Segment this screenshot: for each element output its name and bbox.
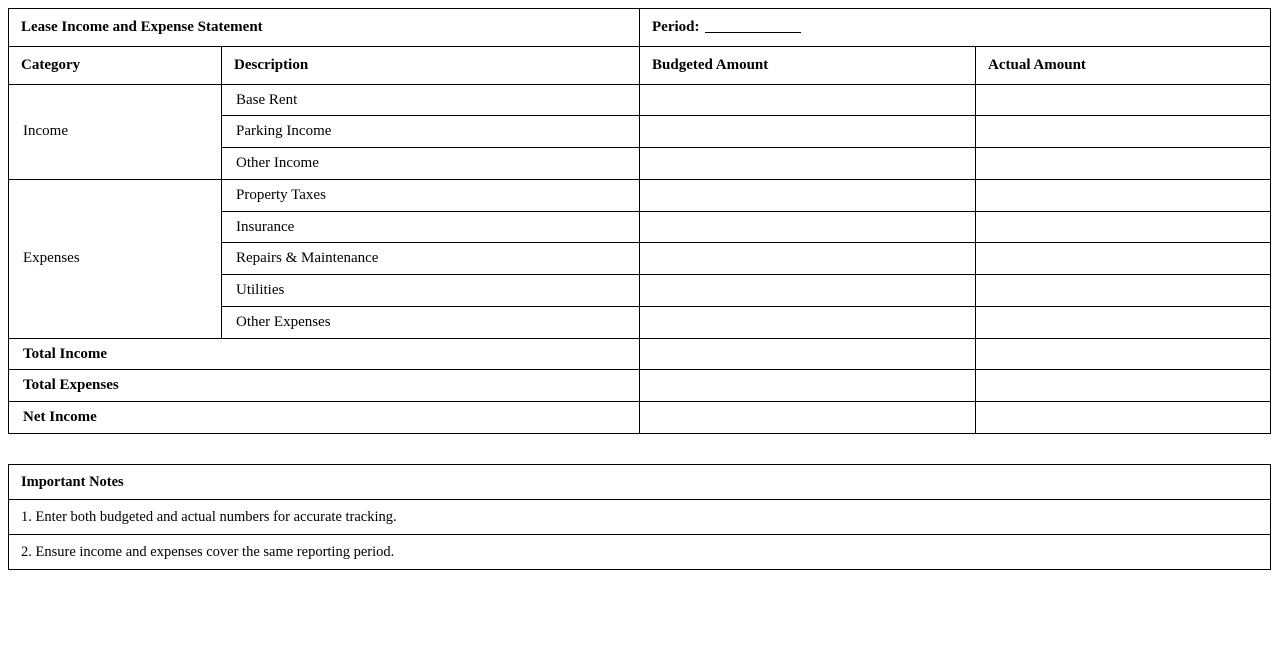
note-item-2: 2. Ensure income and expenses cover the same reporting period. <box>9 535 1271 570</box>
category-label-expenses: Expenses <box>9 179 222 338</box>
net-income-row <box>9 402 1271 434</box>
budgeted-amount-cell[interactable] <box>640 148 976 180</box>
total-income-actual[interactable] <box>976 338 1271 370</box>
total-expenses-label: Total Expenses <box>9 370 640 402</box>
statement-title: Lease Income and Expense Statement <box>9 9 640 47</box>
column-header-budgeted: Budgeted Amount <box>640 46 976 84</box>
lease-statement-table <box>8 8 1271 434</box>
actual-amount-cell[interactable] <box>976 148 1271 180</box>
notes-title: Important Notes <box>9 464 1271 499</box>
note-item-1: 1. Enter both budgeted and actual numbers for accurate tracking. <box>9 499 1271 534</box>
budgeted-amount-cell[interactable] <box>640 211 976 243</box>
column-header-actual: Actual Amount <box>976 46 1271 84</box>
description-cell: Other Income <box>222 148 640 180</box>
list-item <box>9 499 1271 534</box>
total-expenses-row <box>9 370 1271 402</box>
description-cell: Repairs & Maintenance <box>222 243 640 275</box>
column-header-category: Category <box>9 46 222 84</box>
statement-title-row <box>9 9 1271 47</box>
budgeted-amount-cell[interactable] <box>640 84 976 116</box>
net-income-label: Net Income <box>9 402 640 434</box>
budgeted-amount-cell[interactable] <box>640 116 976 148</box>
total-expenses-budgeted[interactable] <box>640 370 976 402</box>
table-row <box>9 84 1271 116</box>
total-income-budgeted[interactable] <box>640 338 976 370</box>
list-item <box>9 535 1271 570</box>
total-income-label: Total Income <box>9 338 640 370</box>
description-cell: Property Taxes <box>222 179 640 211</box>
period-field <box>640 9 1271 47</box>
actual-amount-cell[interactable] <box>976 84 1271 116</box>
budgeted-amount-cell[interactable] <box>640 275 976 307</box>
budgeted-amount-cell[interactable] <box>640 306 976 338</box>
description-cell: Insurance <box>222 211 640 243</box>
actual-amount-cell[interactable] <box>976 275 1271 307</box>
actual-amount-cell[interactable] <box>976 306 1271 338</box>
budgeted-amount-cell[interactable] <box>640 243 976 275</box>
table-row <box>9 179 1271 211</box>
actual-amount-cell[interactable] <box>976 116 1271 148</box>
period-input[interactable] <box>705 32 801 33</box>
category-label-income: Income <box>9 84 222 179</box>
actual-amount-cell[interactable] <box>976 179 1271 211</box>
column-header-row <box>9 46 1271 84</box>
column-header-description: Description <box>222 46 640 84</box>
period-label: Period: <box>652 19 700 35</box>
total-expenses-actual[interactable] <box>976 370 1271 402</box>
actual-amount-cell[interactable] <box>976 243 1271 275</box>
description-cell: Other Expenses <box>222 306 640 338</box>
net-income-budgeted[interactable] <box>640 402 976 434</box>
total-income-row <box>9 338 1271 370</box>
net-income-actual[interactable] <box>976 402 1271 434</box>
description-cell: Utilities <box>222 275 640 307</box>
section-spacer <box>8 434 1270 464</box>
actual-amount-cell[interactable] <box>976 211 1271 243</box>
description-cell: Base Rent <box>222 84 640 116</box>
description-cell: Parking Income <box>222 116 640 148</box>
notes-title-row <box>9 464 1271 499</box>
budgeted-amount-cell[interactable] <box>640 179 976 211</box>
important-notes-table <box>8 464 1271 570</box>
